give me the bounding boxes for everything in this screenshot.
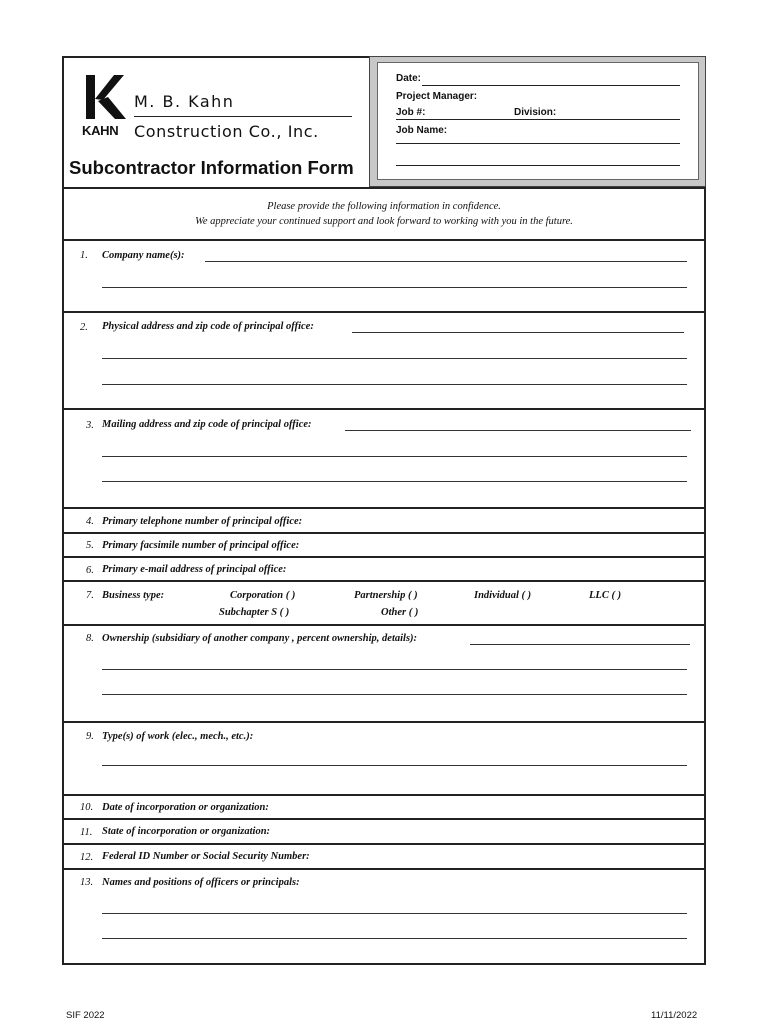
q7-number: 7. [86,590,94,601]
q2-number: 2. [80,322,88,333]
q8-input-line[interactable] [470,644,690,645]
q13-input-line[interactable] [102,913,687,914]
q1-label: Company name(s): [102,250,185,261]
section-divider [64,624,704,626]
q6-label: Primary e-mail address of principal office: [102,564,287,575]
section-divider [64,239,704,241]
date-field[interactable] [422,85,680,86]
corporation-option[interactable]: Corporation ( ) [230,590,296,601]
section-divider [64,721,704,723]
footer-date: 11/11/2022 [651,1010,698,1021]
logo-small-text: KAHN [82,123,119,138]
q3-input-line-3[interactable] [102,481,687,482]
date-label: Date: [396,73,422,84]
q8-number: 8. [86,633,94,644]
q13-number: 13. [80,877,94,888]
q2-input-line[interactable] [352,332,684,333]
q2-label: Physical address and zip code of principal office: [102,321,314,332]
q2-input-line-2[interactable] [102,358,687,359]
q3-number: 3. [86,420,94,431]
intro-line-2: We appreciate your continued support and look forward to working with you in the future. [195,216,573,227]
section-divider [64,794,704,796]
subchapter-s-option[interactable]: Subchapter S ( ) [219,607,290,618]
section-divider [64,532,704,534]
q1-input-line[interactable] [205,261,687,262]
q9-input-line[interactable] [102,765,687,766]
other-option[interactable]: Other ( ) [381,607,419,618]
section-divider [64,556,704,558]
section-divider [64,843,704,845]
section-divider [64,818,704,820]
kahn-logo-icon [84,73,128,121]
q9-label: Type(s) of work (elec., mech., etc.): [102,731,254,742]
page-title: Subcontractor Information Form [69,157,354,178]
q8-input-line-3[interactable] [102,694,687,695]
section-divider [64,580,704,582]
header-divider [62,187,706,189]
q1-number: 1. [80,250,88,261]
q3-input-line-2[interactable] [102,456,687,457]
q5-number: 5. [86,540,94,551]
section-divider [64,868,704,870]
job-name-field[interactable] [396,143,680,144]
section-divider [64,311,704,313]
q1-input-line-2[interactable] [102,287,687,288]
project-manager-label: Project Manager: [396,91,478,102]
section-divider [64,507,704,509]
division-label: Division: [514,107,557,118]
q4-label: Primary telephone number of principal office: [102,516,303,527]
individual-option[interactable]: Individual ( ) [474,590,532,601]
section-divider [64,408,704,410]
q9-number: 9. [86,731,94,742]
job-name-field-2[interactable] [396,165,680,166]
q10-number: 10. [80,802,94,813]
q13-label: Names and positions of officers or principals: [102,877,300,888]
brand-divider [134,116,352,117]
partnership-option[interactable]: Partnership ( ) [354,590,418,601]
q8-input-line-2[interactable] [102,669,687,670]
q10-label: Date of incorporation or organization: [102,802,269,813]
company-name: M. B. Kahn [134,92,235,111]
q4-number: 4. [86,516,94,527]
q3-label: Mailing address and zip code of principal office: [102,419,312,430]
q11-number: 11. [80,827,93,838]
q3-input-line[interactable] [345,430,691,431]
job-name-label: Job Name: [396,125,448,136]
q11-label: State of incorporation or organization: [102,826,271,837]
q2-input-line-3[interactable] [102,384,687,385]
company-full-name: Construction Co., Inc. [134,122,319,141]
intro-line-1: Please provide the following information in confidence. [267,201,501,212]
q13-input-line-2[interactable] [102,938,687,939]
q7-label: Business type: [102,590,165,601]
q5-label: Primary facsimile number of principal office: [102,540,300,551]
job-number-label: Job #: [396,107,426,118]
q6-number: 6. [86,565,94,576]
form-code: SIF 2022 [66,1010,105,1021]
job-number-field[interactable] [396,119,680,120]
q12-label: Federal ID Number or Social Security Number: [102,851,310,862]
q8-label: Ownership (subsidiary of another company , percent ownership, details): [102,633,418,644]
llc-option[interactable]: LLC ( ) [589,590,622,601]
header-fields-inner [377,62,699,180]
q12-number: 12. [80,852,94,863]
